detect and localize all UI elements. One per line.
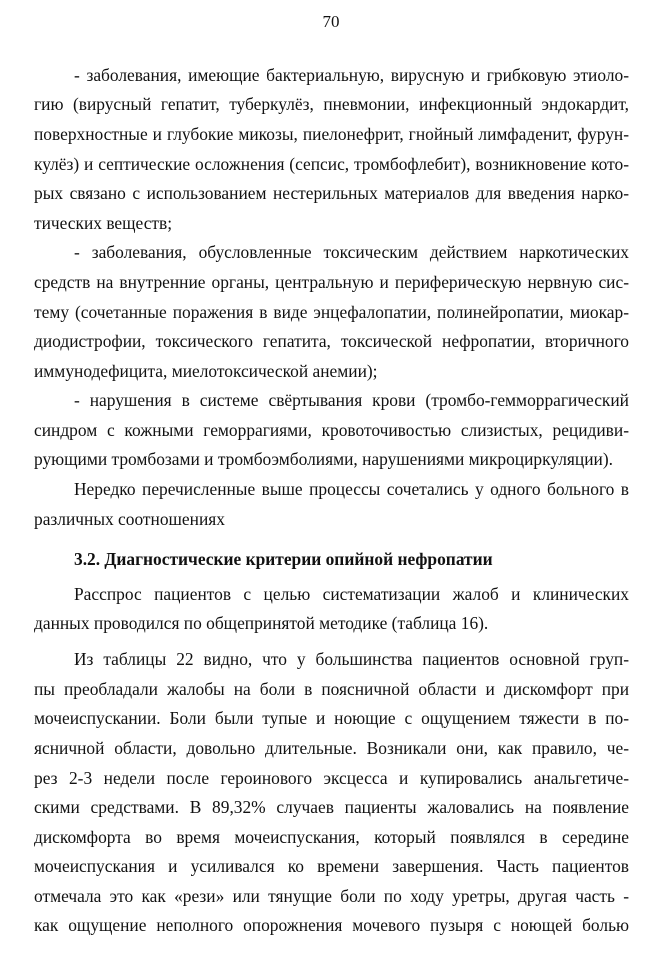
text-line: Нередко перечисленные выше процессы сочетались у одного больного в (74, 479, 629, 499)
text-line: мочеиспускании. Боли были тупые и ноющие с ощущением тяжести в по- (34, 708, 629, 728)
text-line: - заболевания, обусловленные токсическим действием наркотических (74, 242, 629, 262)
text-line: - заболевания, имеющие бактериальную, вирусную и грибковую этиоло- (74, 65, 629, 85)
text-line: кулёз) и септические осложнения (сепсис, тромбофлебит), возникновение кото- (34, 154, 629, 174)
text-line: - нарушения в системе свёртывания крови (тромбо-гемморрагический (74, 390, 629, 410)
text-line: рых связано с использованием нестерильных материалов для введения нарко- (34, 183, 629, 203)
text-line: как ощущение неполного опорожнения мочевого пузыря с ноющей болью (34, 915, 629, 935)
text-line: отмечала это как «рези» или тянущие боли по ходу уретры, другая часть - (34, 886, 629, 906)
text-line: поверхностные и глубокие микозы, пиелонефрит, гнойный лимфаденит, фурун- (34, 124, 629, 144)
text-line: рующими тромбозами и тромбоэмболиями, нарушениями микроциркуляции). (34, 449, 613, 469)
text-line: данных проводился по общепринятой методике (таблица 16). (34, 613, 489, 633)
text-line: иммунодефицита, миелотоксической анемии); (34, 361, 378, 381)
text-line: рез 2-3 недели после героинового эксцесса и купировались анальгетиче- (34, 768, 629, 788)
text-line: синдром с кожными геморрагиями, кровоточивостью слизистых, рецидиви- (34, 420, 629, 440)
text-line: дискомфорта во время мочеиспускания, который появлялся в середине (34, 827, 629, 847)
page-number: 70 (322, 12, 340, 31)
text-line: ясничной области, довольно длительные. Возникали они, как правило, че- (34, 738, 629, 758)
text-line: гию (вирусный гепатит, туберкулёз, пневмонии, инфекционный эндокардит, (34, 94, 629, 114)
section-heading: 3.2. Диагностические критерии опийной нефропатии (74, 549, 493, 569)
text-line: диодистрофии, токсического гепатита, токсической нефропатии, вторичного (34, 331, 629, 351)
text-line: тических веществ; (34, 213, 173, 233)
text-line: средств на внутренние органы, центральную и периферическую нервную сис- (34, 272, 629, 292)
text-line: Из таблицы 22 видно, что у большинства пациентов основной груп- (74, 649, 629, 669)
text-line: скими средствами. В 89,32% случаев пациенты жаловались на появление (34, 797, 629, 817)
text-line: различных соотношениях (34, 509, 225, 529)
text-line: пы преобладали жалобы на боли в поясничной области и дискомфорт при (34, 679, 629, 699)
text-line: тему (сочетанные поражения в виде энцефалопатии, полинейропатии, миокар- (34, 302, 629, 322)
text-line: мочеиспускания и усиливался ко времени завершения. Часть пациентов (34, 856, 629, 876)
text-line: Расспрос пациентов с целью систематизации жалоб и клинических (74, 584, 629, 604)
